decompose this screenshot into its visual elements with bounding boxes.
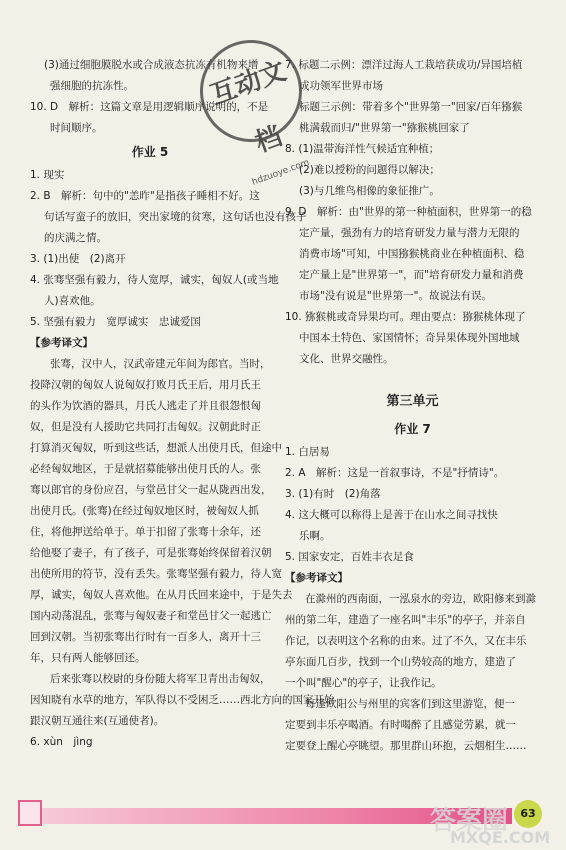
- translation-line: 的头作为饮酒的器具，月氏人逃走了并且很怨恨匈: [30, 400, 261, 412]
- answer-line: 5. 坚强有毅力 宽厚诚实 忠诚爱国: [30, 316, 201, 328]
- translation-line: 出使所用的符节，没有丢失。张骞坚强有毅力，待人宽: [30, 568, 282, 580]
- translation-line: 州的第二年，建造了一座名叫"丰乐"的亭子，并亲自: [285, 614, 526, 626]
- answer-line: 10. 猕猴桃或奇异果均可。理由要点：猕猴桃体现了: [285, 311, 526, 323]
- translation-line: 年，只有两人能够回还。: [30, 652, 146, 664]
- answer-line: 2. B 解析：句中的"恙昨"是指孩子睡相不好。这: [30, 190, 260, 202]
- translation-line: 出使月氏。(张骞)在经过匈奴地区时，被匈奴人抓: [30, 505, 259, 517]
- translation-line: 国内动荡混乱，张骞与匈奴妻子和堂邑甘父一起逃亡: [30, 610, 272, 622]
- answer-line: 定产量上是"世界第一"，而"培育研发力量和消费: [299, 269, 524, 281]
- answer-line: 的庆满之情。: [44, 232, 107, 244]
- section-heading: 作业 5: [131, 145, 169, 159]
- translation-heading: 【参考译文】: [285, 572, 348, 584]
- answer-line: 乐啊。: [299, 530, 331, 542]
- answer-line: 10. D 解析：这篇文章是用逻辑顺序说明的，不是: [30, 101, 269, 113]
- answer-line: 4. 张骞坚强有毅力，待人宽厚，诚实，匈奴人(或当地: [30, 274, 279, 286]
- translation-line: 骞以郎官的身份应召，与堂邑甘父一起从陇西出发，: [30, 484, 272, 496]
- answer-line: 成功领军世界市场: [299, 80, 383, 92]
- answer-line: 文化、世界交融性。: [299, 353, 394, 365]
- translation-line: 回到汉朝。当初张骞出行时有一百多人，离开十三: [30, 631, 261, 643]
- answer-line: 7. 标题二示例：漂洋过海人工栽培获成功/异国培植: [285, 59, 523, 71]
- translation-line: 打算消灭匈奴，听到这些话，想派人出使月氏，但途中: [30, 442, 282, 454]
- answer-line: 标题三示例：带着多个"世界第一"回家/百年猕猴: [299, 101, 523, 113]
- translation-line: 因知晓有水草的地方，军队得以不受困乏……西北方向的国家开始: [30, 694, 335, 706]
- answer-line: 消费市场"可知，中国猕猴桃商业在种植面积、稳: [299, 248, 525, 260]
- translation-line: 张骞，汉中人，汉武帝建元年间为郎官。当时，: [50, 358, 271, 370]
- translation-line: 奴，但是没有人援助它共同打击匈奴。汉朝此时正: [30, 421, 261, 433]
- answer-line: 人)喜欢他。: [44, 295, 101, 307]
- translation-line: 给他娶了妻子，有了孩子，可是张骞始终保留着汉朝: [30, 547, 272, 559]
- translation-line: 投降汉朝的匈奴人说匈奴打败月氏王后，用月氏王: [30, 379, 261, 391]
- answer-line: 强细胞的抗冻性。: [50, 80, 134, 92]
- answer-line: 时间顺序。: [50, 122, 103, 134]
- answer-line: (2)难以授粉的问题得以解决；: [299, 164, 440, 176]
- translation-line: 必经匈奴地区，于是就招募能够出使月氏的人。张: [30, 463, 261, 475]
- translation-line: 跟汉朝互通往来(互通使者)。: [30, 715, 165, 727]
- translation-line: 后来张骞以校尉的身份随大将军卫青出击匈奴，: [50, 673, 271, 685]
- translation-line: 住，将他押送给单于。单于扣留了张骞十余年，还: [30, 526, 261, 538]
- answer-line: 2. A 解析：这是一首叙事诗，不是"抒情诗"。: [285, 467, 505, 479]
- translation-line: 一个叫"醒心"的亭子，让我作记。: [285, 677, 442, 689]
- answer-line: 1. 白居易: [285, 446, 330, 458]
- answer-line: 1. 现实: [30, 169, 65, 181]
- stamp-url: hdzuoye.com: [250, 157, 311, 188]
- answer-line: 桃满载而归/"世界第一"猕猴桃回家了: [299, 122, 470, 134]
- corner-decoration: [18, 800, 42, 826]
- unit-title: 第三单元: [386, 394, 439, 409]
- answer-line: (3)通过细胞膜脱水或合成液态抗冻有机物来增: [44, 59, 259, 71]
- translation-heading: 【参考译文】: [30, 337, 93, 349]
- answer-line: 9. D 解析：由"世界的第一种植面积，世界第一的稳: [285, 206, 532, 218]
- translation-line: 每逢欧阳公与州里的宾客们到这里游览，便一: [305, 698, 515, 710]
- answer-line: 中国本土特色、家国情怀；奇异果体现外国地域: [299, 332, 520, 344]
- answer-line: 3. (1)有时 (2)角落: [285, 488, 381, 500]
- watermark-logo: 答案圈: [430, 806, 509, 836]
- translation-line: 厚，诚实，匈奴人喜欢他。在从月氏回来途中，于是失去: [30, 589, 293, 601]
- answer-line: 市场"没有说是"世界第一"。故说法有误。: [299, 290, 492, 302]
- watermark-url: MXQE.COM: [450, 828, 551, 847]
- translation-line: 亭东面几百步，找到一个山势较高的地方，建造了: [285, 656, 516, 668]
- translation-line: 在滁州的西南面，一泓泉水的旁边，欧阳修来到滁: [305, 593, 536, 605]
- stamp-text: 互动文档: [206, 56, 291, 159]
- answer-line: 5. 国家安定，百姓丰衣足食: [285, 551, 414, 563]
- answer-line: 3. (1)出使 (2)离开: [30, 253, 126, 265]
- answer-line: 句话写蛮子的放旧，突出家境的贫寒，这句话也没有孩子: [44, 211, 307, 223]
- translation-line: 作记，以表明这个名称的由来。过了不久，又在丰乐: [285, 635, 527, 647]
- section-heading: 作业 7: [394, 422, 431, 436]
- translation-line: 定要到丰乐亭喝酒。有时喝醉了且感觉劳累，就一: [285, 719, 516, 731]
- answer-line: 4. 这大概可以称得上是善于在山水之间寻找快: [285, 509, 498, 521]
- answer-line: (3)与几维鸟相像的象征推广。: [299, 185, 440, 197]
- answer-line: 8. (1)温带海洋性气候适宜种植；: [285, 143, 440, 155]
- page-number: 63: [514, 800, 542, 828]
- answer-line: 6. xùn jìng: [30, 736, 93, 748]
- translation-line: 定要登上醒心亭眺望。那里群山环抱，云烟相生……: [285, 740, 527, 752]
- answer-line: 定产量，强劲有力的培育研发力量与潜力无限的: [299, 227, 520, 239]
